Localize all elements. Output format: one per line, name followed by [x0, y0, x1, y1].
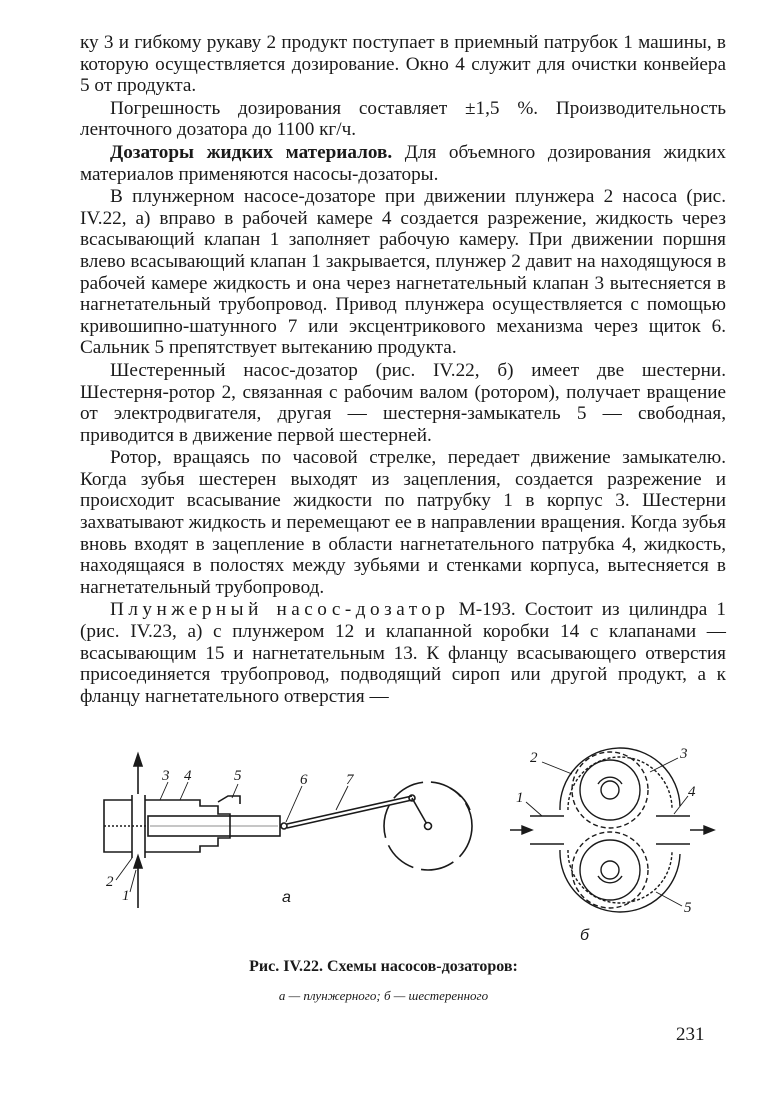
- label-a-7: 7: [346, 772, 354, 788]
- paragraph-4: В плунжерном насосе-дозаторе при движении плунжера 2 насоса (рис. IV.22, а) вправо в рабочей камере 4 создается разрежение, жидкость через всасывающий клапан 1 заполняет рабочую камеру. При движении поршня влево всасывающий клапан 1 закрывается, плунжер 2 давит на находящуюся в рабочей камере жидкость и она через нагнетательный клапан 3 вытесняется в нагнетательный трубопровод. Привод плунжера осуществляется с помощью кривошипно-шатунного 7 или эксцентрикового механизма через щиток 6. Сальник 5 препятствует вытеканию продукта.: [80, 186, 726, 359]
- label-b-3: 3: [680, 746, 688, 762]
- paragraph-6: Ротор, вращаясь по часовой стрелке, передает движение замыкателю. Когда зубья шестерен выходят из зацепления, создается разрежение и происходит всасывание жидкости по патрубку 1 в корпус 3. Шестерни захватывают жидкость и перемещают ее в направлении вращения. Когда зубья вновь входят в зацепление в области нагнетательного патрубка 4, жидкость, находящаяся в полостях между зубьями и стенками корпуса, вытесняется в нагнетательный трубопровод.: [80, 447, 726, 598]
- label-b-2: 2: [530, 750, 538, 766]
- label-a-6: 6: [300, 772, 308, 788]
- figure-caption-subtitle: а — плунжерного; б — шестеренного: [278, 988, 489, 1003]
- paragraph-1: ку 3 и гибкому рукаву 2 продукт поступает в приемный патрубок 1 машины, в которую осуществляется дозирование. Окно 4 служит для очистки конвейера 5 от продукта.: [80, 32, 726, 97]
- sublabel-a: а: [282, 889, 291, 906]
- label-a-4: 4: [184, 768, 192, 784]
- page-number: 231: [676, 1024, 705, 1045]
- label-b-4: 4: [688, 784, 696, 800]
- label-a-3: 3: [162, 768, 170, 784]
- label-a-1: 1: [122, 888, 130, 904]
- paragraph-7-spaced-heading: Плунжерный насос-дозатор: [110, 599, 450, 621]
- paragraph-5: Шестеренный насос-дозатор (рис. IV.22, б) имеет две шестерни. Шестерня-ротор 2, связанная с рабочим валом (ротором), получает вращение от электродвигателя, другая — шестерня-замыкатель 5 — свободная, приводится в движение первой шестерней.: [80, 359, 726, 446]
- page-text: [80, 32, 726, 707]
- paragraph-3: [80, 142, 726, 185]
- label-a-2: 2: [106, 874, 114, 890]
- paragraph-2: Погрешность дозирования составляет ±1,5 %. Производительность ленточного дозатора до 1100 кг/ч.: [80, 97, 726, 141]
- label-a-5: 5: [234, 768, 242, 784]
- sublabel-b: б: [580, 927, 589, 944]
- plunger-pump-drawing: [104, 754, 472, 908]
- paragraph-3-body: Для объемного дозирования жидких материалов применяются насосы-дозаторы.: [80, 141, 726, 185]
- figure-drawing: [90, 740, 730, 950]
- figure-caption-title: Рис. IV.22. Схемы насосов-дозаторов:: [249, 958, 518, 975]
- paragraph-7: [80, 599, 726, 707]
- paragraph-3-heading: Дозаторы жидких материалов.: [110, 141, 393, 163]
- label-b-5: 5: [684, 900, 692, 916]
- label-b-1: 1: [516, 790, 524, 806]
- gear-pump-drawing: [510, 748, 714, 912]
- paragraph-7-body: М-193. Состоит из цилиндра 1 (рис. IV.23, а) с плунжером 12 и клапанной коробки 14 с клапанами — всасывающим 15 и нагнетательным 13. К фланцу всасывающего отверстия присоединяется трубопровод, подводящий сироп или другой продукт, а к фланцу нагнетательного отверстия —: [80, 599, 726, 707]
- figure-pump-schemes: [90, 740, 730, 950]
